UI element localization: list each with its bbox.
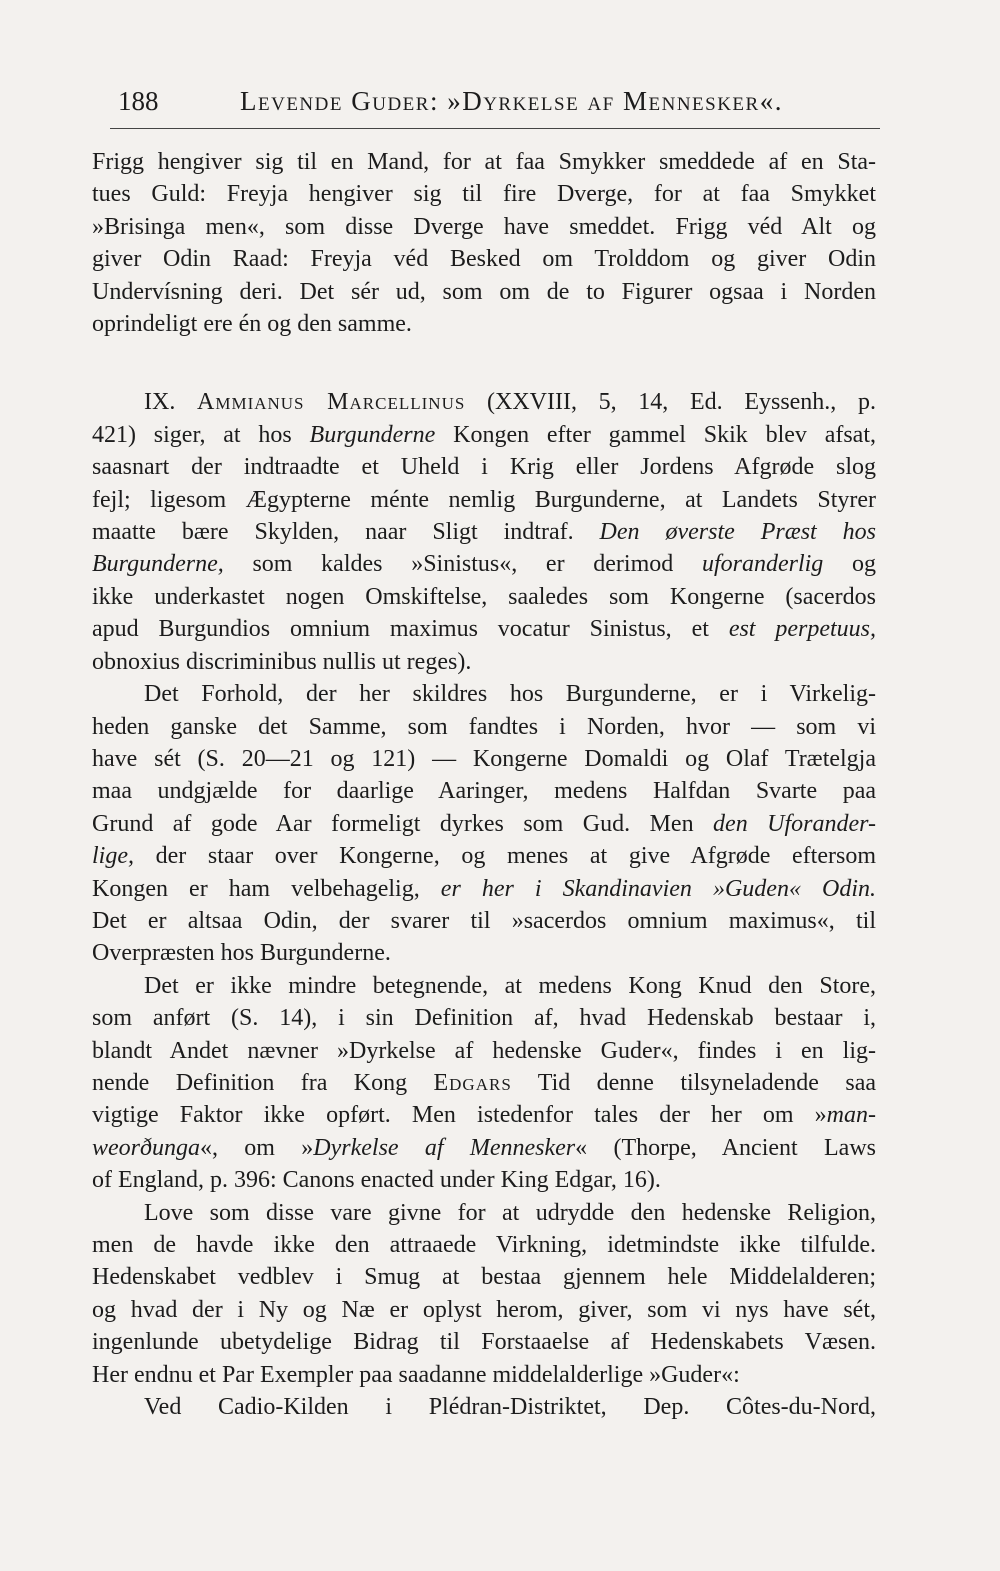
text-line: ikke underkastet nogen Omskiftelse, saaledes som Kongerne (sacerdos (92, 583, 876, 610)
text-run: « (Thorpe, Ancient Laws (575, 1134, 876, 1161)
text-line (92, 516, 876, 548)
paragraph-1 (92, 146, 876, 340)
paragraph-6 (92, 1391, 876, 1423)
italic-run: Burgunderne, (92, 551, 224, 578)
text-run: Kongen efter gammel Skik blev afsat, (435, 421, 876, 448)
text-run: nende Definition fra Kong (92, 1069, 434, 1096)
text-line: som anført (S. 14), i sin Definition af, hvad Hedenskab bestaar i, (92, 1005, 876, 1032)
text-line: have sét (S. 20—21 og 121) — Kongerne Domaldi og Olaf Trætelgja (92, 745, 876, 772)
text-line: Overpræsten hos Burgunderne. (92, 940, 391, 967)
text-line: Ved Cadio-Kilden i Plédran-Distriktet, Dep. Côtes-du-Nord, (144, 1394, 876, 1421)
italic-run: den Uforander- (713, 810, 876, 837)
text-line: oprindeligt ere én og den samme. (92, 311, 412, 338)
king-name: Edgars (433, 1069, 512, 1096)
text-line: blandt Andet nævner »Dyrkelse af hedenske Guder«, findes i en lig- (92, 1037, 876, 1064)
text-line: tues Guld: Freyja hengiver sig til fire Dverge, for at faa Smykket (92, 181, 876, 208)
text-line (92, 1067, 876, 1099)
italic-run: uforanderlig (701, 551, 824, 578)
text-line (92, 808, 876, 840)
text-line: Det er altsaa Odin, der svarer til »sacerdos omnium maximus«, til (92, 907, 876, 934)
section-number: IX. (144, 389, 197, 416)
paragraph-4 (92, 970, 876, 1197)
text-line: Undervísning deri. Det sér ud, som om de to Figurer ogsaa i Norden (92, 278, 876, 305)
header-rule (110, 128, 880, 129)
page-number: 188 (118, 86, 159, 116)
section-gap (92, 340, 876, 386)
text-line: heden ganske det Samme, som fandtes i Norden, hvor — som vi (92, 713, 876, 740)
text-run: der staar over Kongerne, og menes at give Afgrøde eftersom (134, 843, 876, 870)
text-run: maatte bære Skylden, naar Sligt indtraf. (92, 519, 600, 546)
text-line (92, 1099, 876, 1131)
text-run: som kaldes »Sinistus«, er derimod (223, 551, 702, 578)
page-header (110, 86, 880, 126)
text-line: Her endnu et Par Exempler paa saadanne middelalderlige »Guder«: (92, 1361, 740, 1388)
running-title: Levende Guder: »Dyrkelse af Mennesker«. (240, 86, 783, 116)
italic-run: Den øverste Præst hos (599, 519, 876, 546)
text-line: ingenlunde ubetydelige Bidrag til Forstaaelse af Hedenskabets Væsen. (92, 1329, 876, 1356)
text-line: maa undgjælde for daarlige Aaringer, medens Halfdan Svarte paa (92, 778, 876, 805)
text-line: og hvad der i Ny og Næ er oplyst herom, giver, som vi nys have sét, (92, 1296, 876, 1323)
text-line: Love som disse vare givne for at udrydde den hedenske Religion, (144, 1199, 876, 1226)
text-run: Tid denne tilsyneladende saa (511, 1069, 876, 1096)
text-run: (XXVIII, 5, 14, Ed. Eyssenh., p. (465, 389, 876, 416)
text-run: Kongen er ham velbehagelig, (92, 875, 441, 902)
italic-run: est perpetuus, (728, 616, 876, 643)
text-line (92, 386, 876, 418)
author-name: Ammianus Marcellinus (197, 389, 466, 416)
italic-run: lige, (92, 843, 134, 870)
text-run: 421) siger, at hos (92, 421, 310, 448)
text-line: »Brisinga men«, som disse Dverge have smeddet. Frigg véd Alt og (92, 213, 876, 240)
text-line: Frigg hengiver sig til en Mand, for at faa Smykker smeddede af en Sta- (92, 149, 876, 175)
italic-run: Dyrkelse af Mennesker (313, 1134, 576, 1161)
paragraph-3 (92, 678, 876, 970)
page-body (92, 146, 876, 1423)
text-line (92, 548, 876, 580)
text-run: «, om » (200, 1134, 314, 1161)
text-run: Grund af gode Aar formeligt dyrkes som Gud. Men (92, 810, 714, 837)
paragraph-5 (92, 1197, 876, 1391)
text-run: og (823, 551, 876, 578)
text-line (92, 873, 876, 905)
text-line: Det Forhold, der her skildres hos Burgunderne, er i Virkelig- (144, 681, 876, 708)
text-line: fejl; ligesom Ægypterne ménte nemlig Burgunderne, at Landets Styrer (92, 486, 876, 513)
text-line: giver Odin Raad: Freyja véd Besked om Trolddom og giver Odin (92, 246, 876, 273)
text-line: obnoxius discriminibus nullis ut reges). (92, 648, 472, 675)
text-line: saasnart der indtraadte et Uheld i Krig eller Jordens Afgrøde slog (92, 454, 876, 481)
text-line (92, 1132, 876, 1164)
text-run: apud Burgundios omnium maximus vocatur Sinistus, et (92, 616, 709, 643)
italic-run: man- (826, 1102, 876, 1129)
text-line: Det er ikke mindre betegnende, at medens Kong Knud den Store, (144, 972, 876, 999)
text-line (92, 613, 876, 645)
text-line (92, 419, 876, 451)
text-run: vigtige Faktor ikke opført. Men istedenfor tales der her om » (92, 1102, 827, 1129)
italic-run: weorðunga (92, 1134, 200, 1161)
italic-run: er her i Skandinavien »Guden« Odin. (440, 875, 876, 902)
text-line: men de havde ikke den attraaede Virkning, idetmindste ikke tilfulde. (92, 1232, 876, 1258)
paragraph-2 (92, 386, 876, 678)
text-line (92, 840, 876, 872)
text-line: of England, p. 396: Canons enacted under King Edgar, 16). (92, 1167, 661, 1194)
text-line: Hedenskabet vedblev i Smug at bestaa gjennem hele Middelalderen; (92, 1264, 876, 1291)
italic-run: Burgunderne (309, 421, 436, 448)
